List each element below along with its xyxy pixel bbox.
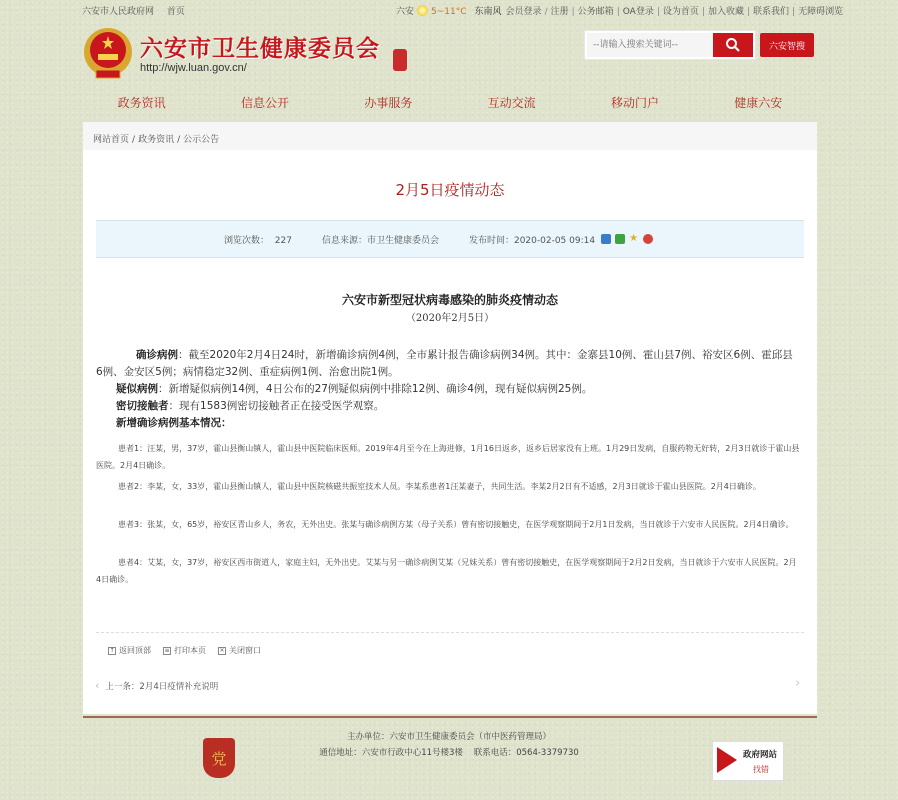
weather-wind: 东南风 [474, 7, 502, 17]
link-member-login[interactable]: 会员登录 [505, 7, 542, 17]
link-register[interactable]: 注册 [550, 7, 569, 17]
link-contact[interactable]: 联系我们 [753, 7, 790, 17]
close-window-button[interactable] [218, 645, 261, 656]
time-label: 发布时间： [468, 235, 514, 246]
link-oa-login[interactable]: OA登录 [622, 7, 654, 17]
party-org-badge-icon[interactable]: 党 [203, 738, 235, 778]
print-label: 打印本页 [174, 646, 206, 655]
smart-search-button[interactable]: 六安智搜 [760, 33, 814, 57]
body-title: 六安市新型冠状病毒感染的肺炎疫情动态 [341, 293, 558, 307]
national-emblem-icon [82, 26, 134, 82]
print-button[interactable] [163, 645, 206, 656]
prev-title: 2月4日疫情补充说明 [139, 682, 219, 692]
main-nav [80, 94, 820, 116]
confirmed-label: 确诊病例 [136, 349, 179, 361]
confirmed-text: ：截至2020年2月4日24时，新增确诊病例4例，全市累计报告确诊病例34例。其中：金寨县10例、霍山县7例、裕安区6例、霍邱县6例、金安区5例；病情稳定32例、重症病例1例、治愈出院1例。 [96, 349, 793, 378]
nav-services[interactable]: 办事服务 [364, 96, 413, 110]
gov-badge-line2: 找错 [753, 765, 769, 774]
weibo-icon[interactable] [643, 234, 653, 244]
breadcrumb-announcements[interactable]: 公示公告 [183, 135, 220, 145]
favorite-star-icon[interactable]: ★ [629, 233, 639, 244]
link-set-homepage[interactable]: 设为首页 [662, 7, 699, 17]
chevron-right-icon[interactable]: › [795, 676, 801, 691]
link-accessibility[interactable]: 无障碍浏览 [798, 7, 844, 17]
chevron-left-icon: ‹ [95, 679, 100, 692]
patient-2: 患者2：李某，女，33岁，霍山县衡山镇人，霍山县中医院核磁共振室技术人员。李某系患者1汪某妻子，共同生活。李某2月2日有不适感，2月3日就诊于霍山县医院。2月4日确诊。 [118, 482, 761, 491]
content-panel [83, 122, 817, 714]
new-cases-heading [96, 415, 796, 432]
page-tools [108, 645, 261, 656]
magnifier-icon [717, 747, 737, 773]
prev-article-link[interactable] [95, 679, 218, 692]
patient-1: 患者1：汪某，男，37岁，霍山县衡山镇人，霍山县中医院临床医师。2019年4月至今在上海进修，1月16日返乡，返乡后居家没有上班。1月29日发病，自服药物无好转，2月3日就诊于霍山县医院。2月4日确诊。 [96, 444, 800, 470]
share-plus-icon[interactable] [601, 234, 611, 244]
weather-temperature: 5~11°C [431, 7, 467, 17]
footer-address: 通信地址：六安市行政中心11号楼3楼 [319, 748, 463, 758]
footer-sponsor: 主办单位：六安市卫生健康委员会（市中医药管理局） [346, 732, 551, 742]
back-to-top-button[interactable] [108, 645, 151, 656]
divider [96, 632, 804, 633]
wechat-icon[interactable] [615, 234, 625, 244]
link-add-favorite[interactable]: 加入收藏 [707, 7, 744, 17]
site-title: 六安市卫生健康委员会 [140, 35, 380, 62]
link-home[interactable]: 首页 [166, 7, 185, 17]
close-icon: × [219, 646, 225, 654]
weather-city: 六安 [396, 7, 415, 17]
views-count: 227 [274, 235, 292, 246]
close-label: 关闭窗口 [229, 646, 261, 655]
breadcrumb-home[interactable]: 网站首页 [93, 135, 130, 145]
search-box [584, 30, 756, 60]
arrow-up-icon: ↑ [109, 646, 115, 654]
source-label: 信息来源： [321, 235, 367, 246]
nav-info-public[interactable]: 信息公开 [240, 96, 289, 110]
suspected-label: 疑似病例 [116, 383, 159, 395]
article-title: 2月5日疫情动态 [395, 181, 505, 199]
suspected-paragraph [96, 381, 796, 398]
site-header [80, 22, 820, 90]
nav-interaction[interactable]: 互动交流 [487, 96, 536, 110]
nav-health-luan[interactable]: 健康六安 [734, 96, 783, 110]
link-mail[interactable]: 公务邮箱 [577, 7, 614, 17]
article-meta [96, 220, 804, 258]
suspected-text: ：新增疑似病例14例，4日公布的27例疑似病例中排除12例、确诊4例，现有疑似病例25例。 [158, 383, 593, 395]
gov-site-error-report-badge[interactable] [712, 741, 784, 781]
seal-icon [393, 49, 407, 71]
contacts-label: 密切接触者 [116, 400, 169, 412]
top-bar: 六安市人民政府网 首页 六安 5~11°C 东南风 会员登录 / 注册 | 公务邮箱 | OA登录 | 设为首页 | 加入收藏 | 联系我们 | 无障碍浏览 [82, 7, 844, 17]
source-value: 市卫生健康委员会 [366, 235, 439, 246]
views-label: 浏览次数： [224, 235, 270, 246]
prev-label: 上一条： [105, 682, 140, 692]
search-input[interactable] [587, 33, 713, 57]
site-url: http://wjw.luan.gov.cn/ [140, 62, 247, 74]
print-icon: ≡ [164, 646, 170, 654]
breadcrumb: 网站首页 / 政务资讯 / 公示公告 [83, 122, 817, 150]
footer-phone: 联系电话：0564-3379730 [473, 748, 579, 758]
footer-divider [83, 716, 817, 718]
confirmed-paragraph [96, 347, 796, 381]
nav-mobile[interactable]: 移动门户 [610, 96, 659, 110]
gov-badge-line1: 政府网站 [743, 750, 778, 760]
search-icon [725, 37, 741, 53]
contacts-text: ：现有1583例密切接触者正在接受医学观察。 [168, 400, 385, 412]
nav-gov-news[interactable]: 政务资讯 [117, 96, 166, 110]
publish-time: 2020-02-05 09:14 [513, 235, 596, 246]
patient-3: 患者3：张某，女，65岁，裕安区青山乡人，务农，无外出史。张某与确诊病例方某（母子关系）曾有密切接触史，在医学观察期间于2月1日发病，当日就诊于六安市人民医院。2月4日确诊。 [118, 520, 794, 529]
link-gov-portal[interactable]: 六安市人民政府网 [82, 7, 155, 17]
back-to-top-label: 返回顶部 [119, 646, 151, 655]
body-date: （2020年2月5日） [405, 313, 495, 324]
breadcrumb-gov-news[interactable]: 政务资讯 [138, 135, 175, 145]
new-cases-heading-text: 新增确诊病例基本情况： [116, 417, 232, 429]
sun-icon [417, 5, 428, 16]
contacts-paragraph [96, 398, 796, 415]
search-button[interactable] [713, 33, 753, 57]
patient-4: 患者4：艾某，女，37岁，裕安区西市街道人，家庭主妇，无外出史。艾某与另一确诊病例艾某（兄妹关系）曾有密切接触史，在医学观察期间于2月2日发病，当日就诊于六安市人民医院。2月4日确诊。 [96, 558, 797, 584]
